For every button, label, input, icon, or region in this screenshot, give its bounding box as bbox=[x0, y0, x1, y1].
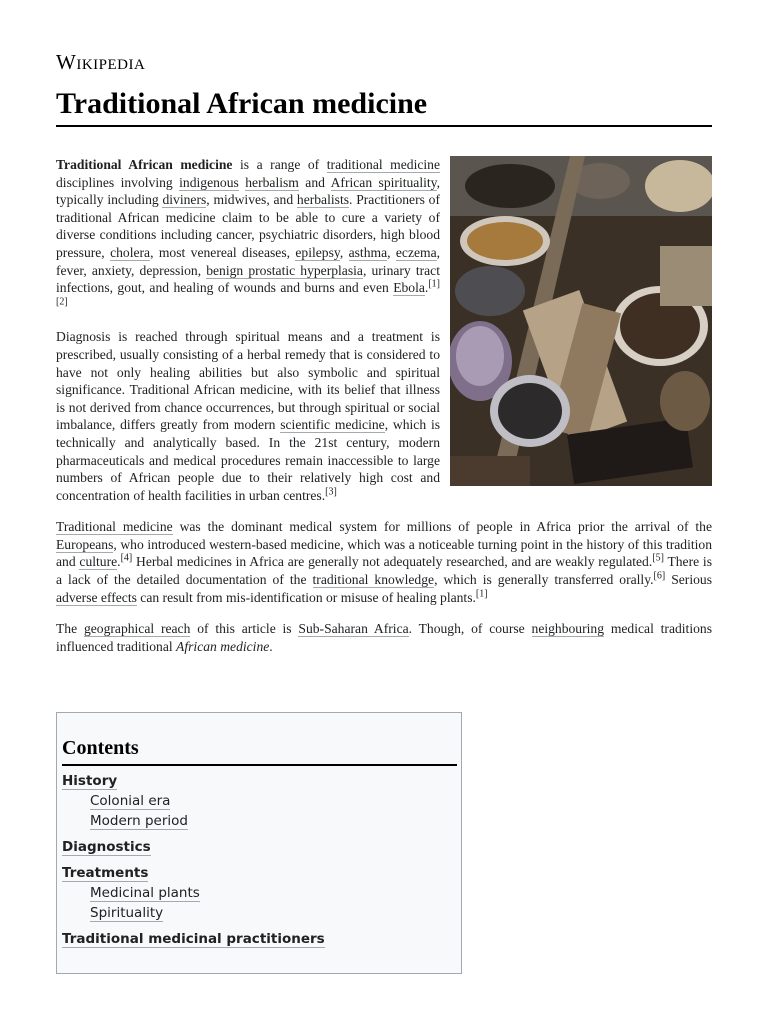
link-benign-prostatic-hyperplasia[interactable]: benign prostatic hyperplasia bbox=[206, 262, 363, 278]
photo-illustration bbox=[450, 156, 712, 486]
link-scientific-medicine[interactable]: scientific medicine bbox=[280, 417, 385, 433]
link-herbalism[interactable]: herbalism bbox=[245, 174, 299, 190]
link-traditional-medicine[interactable]: Traditional medicine bbox=[56, 519, 173, 535]
lead-term: Traditional African medicine bbox=[56, 157, 233, 172]
text-fragment: , typically including bbox=[56, 174, 440, 208]
text-fragment: disciplines involving bbox=[56, 174, 180, 190]
link-adverse-effects[interactable]: adverse effects bbox=[56, 589, 137, 605]
text-fragment: . Though, of course bbox=[408, 621, 532, 637]
link-indigenous[interactable]: indigenous bbox=[179, 174, 239, 190]
toc-item-traditional-medicinal-practitioners[interactable] bbox=[62, 929, 457, 949]
toc-item-label: Medicinal plants bbox=[90, 885, 200, 901]
toc-item-colonial-era[interactable] bbox=[62, 791, 457, 811]
text-fragment: medical traditions influenced traditional bbox=[56, 621, 712, 654]
link-culture[interactable]: culture bbox=[79, 554, 118, 570]
link-eczema[interactable]: eczema bbox=[395, 244, 437, 260]
link-ebola[interactable]: Ebola bbox=[393, 280, 425, 296]
toc-divider bbox=[62, 764, 457, 766]
citation-ref[interactable]: [1] bbox=[428, 278, 440, 290]
page-title: Traditional African medicine bbox=[56, 87, 428, 120]
paragraph-scope bbox=[56, 620, 712, 655]
citation-ref[interactable]: [2] bbox=[56, 296, 68, 308]
toc-item-label: Treatments bbox=[62, 865, 149, 881]
text-fragment: , midwives, and bbox=[206, 192, 297, 208]
link-asthma[interactable]: asthma bbox=[348, 244, 388, 260]
title-divider bbox=[56, 125, 712, 127]
text-fragment: , bbox=[387, 244, 396, 260]
text-fragment: Herbal medicines in Africa are generally not adequately researched, and are weakly regulated. bbox=[132, 554, 653, 570]
text-fragment: , most venereal diseases, bbox=[150, 244, 296, 260]
link-geographical-reach[interactable]: geographical reach bbox=[83, 621, 191, 637]
toc-item-label: Spirituality bbox=[90, 905, 164, 921]
link-diviners[interactable]: diviners bbox=[162, 192, 207, 208]
toc-item-medicinal-plants[interactable] bbox=[62, 883, 457, 903]
toc-title: Contents bbox=[62, 737, 139, 759]
emphasis-text: African medicine bbox=[176, 638, 270, 654]
citation-ref[interactable]: [5] bbox=[652, 552, 664, 564]
citation-ref[interactable]: [6] bbox=[653, 570, 666, 582]
toc-item-label: Colonial era bbox=[90, 793, 171, 809]
wikipedia-wordmark[interactable]: Wikipedia bbox=[56, 50, 146, 74]
text-fragment: , which is technically and analytically based. In the 21st century, modern pharmaceuticals and medical procedures remain inaccessible to large numbers of African people due to their relatively high cost and concentration of health facilities in urban centres. bbox=[56, 417, 441, 503]
article-body bbox=[56, 156, 712, 669]
toc-item-diagnostics[interactable] bbox=[62, 837, 457, 857]
citation-ref[interactable]: [1] bbox=[475, 588, 488, 600]
toc-item-treatments[interactable] bbox=[62, 863, 457, 883]
text-fragment: . bbox=[269, 638, 273, 654]
link-herbalists[interactable]: herbalists bbox=[296, 192, 350, 208]
link-african-spirituality[interactable]: African spirituality bbox=[330, 174, 437, 190]
toc-item-label: Modern period bbox=[90, 813, 188, 829]
link-europeans[interactable]: Europeans bbox=[56, 536, 114, 552]
table-of-contents bbox=[56, 712, 462, 974]
toc-item-label: Diagnostics bbox=[62, 839, 151, 855]
toc-item-label: Traditional medicinal practitioners bbox=[62, 931, 325, 947]
link-neighbouring[interactable]: neighbouring bbox=[531, 621, 605, 637]
citation-ref[interactable]: [4] bbox=[120, 552, 133, 564]
text-fragment: . bbox=[117, 554, 121, 570]
text-fragment: . bbox=[424, 280, 429, 296]
link-cholera[interactable]: cholera bbox=[110, 244, 151, 260]
text-fragment: , fever, anxiety, depression, bbox=[56, 244, 441, 278]
text-fragment: The bbox=[56, 621, 84, 637]
text-fragment: . Practitioners of traditional African medicine claim to be able to cure a variety of diverse conditions including cancer, psychiatric disorders, high blood pressure, bbox=[56, 192, 440, 260]
text-fragment: of this article is bbox=[190, 621, 299, 637]
market-herbs-photo[interactable] bbox=[450, 156, 712, 486]
text-fragment: can result from mis-identification or misuse of healing plants. bbox=[136, 589, 476, 605]
text-fragment: was the dominant medical system for millions of people in Africa prior the arrival of the bbox=[172, 519, 713, 535]
text-fragment: Serious bbox=[665, 572, 712, 588]
link-traditional-medicine[interactable]: traditional medicine bbox=[326, 157, 440, 172]
toc-item-history[interactable] bbox=[62, 771, 457, 791]
toc-item-modern-period[interactable] bbox=[62, 811, 457, 831]
toc-list bbox=[62, 771, 457, 949]
citation-ref[interactable]: [3] bbox=[325, 486, 337, 498]
text-fragment: , bbox=[339, 244, 349, 260]
link-epilepsy[interactable]: epilepsy bbox=[295, 244, 340, 260]
text-fragment: , urinary tract infections, gout, and healing of wounds and burns and even bbox=[56, 262, 440, 296]
paragraph-history bbox=[56, 518, 712, 606]
text-fragment: , which is generally transferred orally. bbox=[434, 572, 654, 588]
text-fragment: , who introduced western-based medicine, which was a noticeable turning point in the history of this tradition and bbox=[56, 536, 712, 570]
link-sub-saharan-africa[interactable]: Sub-Saharan Africa bbox=[298, 621, 409, 637]
text-fragment: is a range of bbox=[232, 157, 327, 172]
text-fragment: There is a lack of the detailed documentation of the bbox=[56, 554, 712, 588]
text-fragment: and bbox=[298, 174, 331, 190]
text-fragment: Diagnosis is reached through spiritual means and a treatment is prescribed, usually consisting of a herbal remedy that is considered to have not only healing abilities but also symbolic and spiritual significance. Traditional African medicine, with its belief that illness is not derived from chance occurrences, but through spiritual or social imbalance, differs greatly from modern bbox=[56, 329, 440, 433]
toc-item-label: History bbox=[62, 773, 118, 789]
toc-item-spirituality[interactable] bbox=[62, 903, 457, 923]
link-traditional-knowledge[interactable]: traditional knowledge bbox=[312, 572, 435, 588]
